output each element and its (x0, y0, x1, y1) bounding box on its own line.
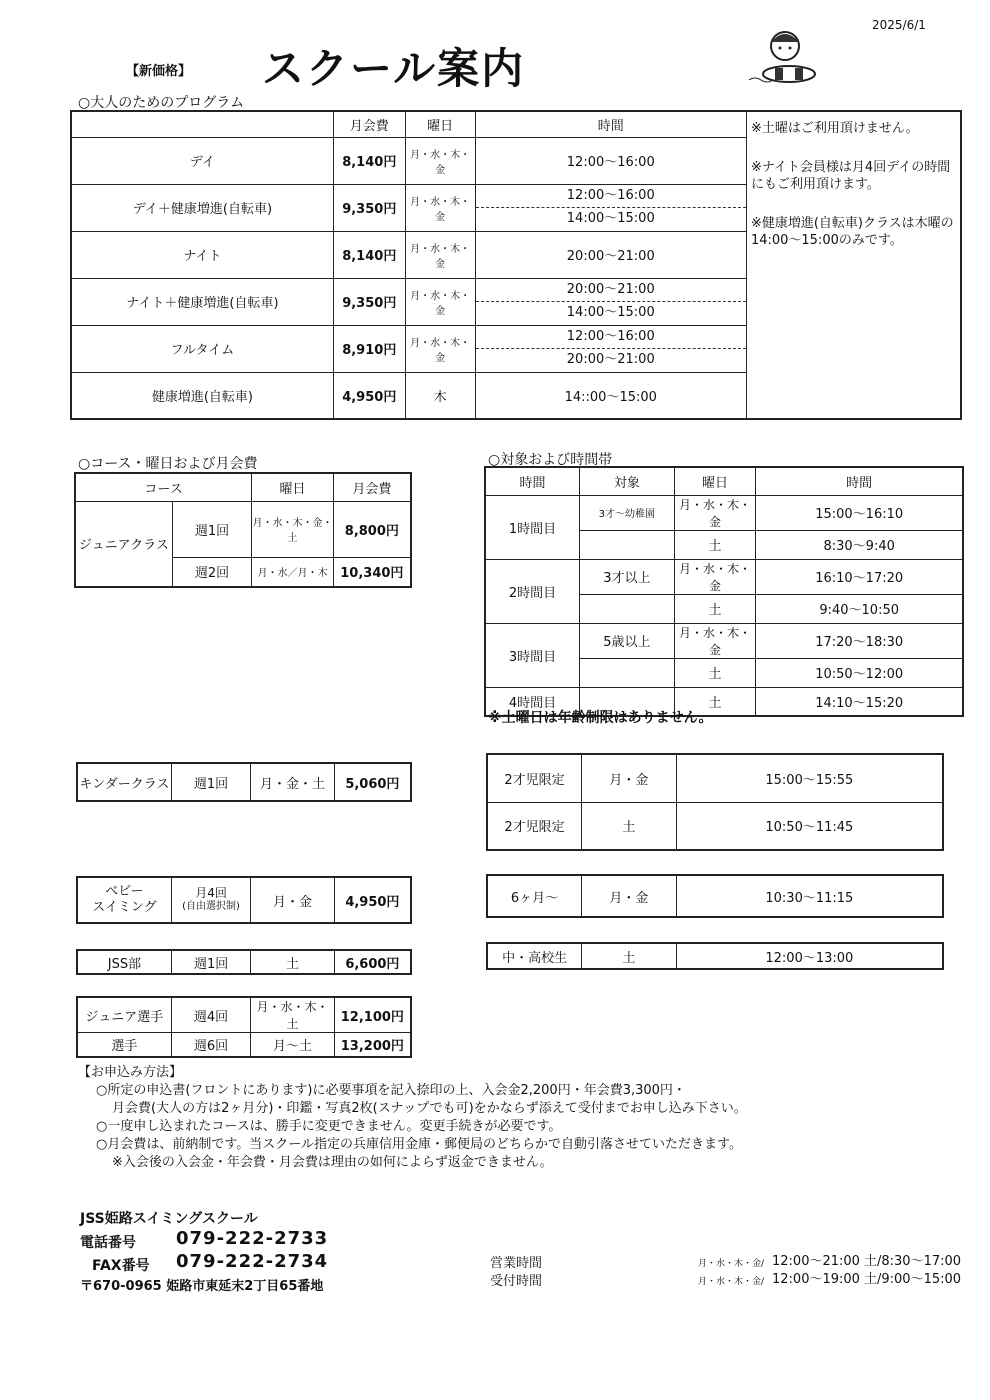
header-target: 対象 (580, 467, 675, 495)
course-fee: 8,800円 (333, 501, 411, 557)
target-days: 月・水・木・金 (674, 559, 756, 594)
table-row (75, 501, 411, 557)
athlete-days: 月～土 (251, 1033, 334, 1057)
saturday-age-note: ※土曜日は年齢制限はありません。 (488, 710, 713, 726)
header-days: 曜日 (674, 467, 756, 495)
program-fee: 8,140円 (333, 231, 405, 278)
date: 2025/6/1 (872, 18, 926, 32)
target-days: 土 (674, 658, 756, 687)
table-row (485, 559, 963, 594)
table-row (77, 763, 411, 801)
program-fee: 9,350円 (333, 184, 405, 231)
table-row (487, 802, 943, 850)
page-title: スクール案内 (262, 44, 526, 93)
kinder-freq: 週1回 (171, 763, 250, 801)
program-days: 月・水・木・金 (405, 325, 475, 372)
jss-time-name: 中・高校生 (487, 943, 582, 969)
baby-table (76, 876, 412, 924)
baby-days: 月・金 (251, 877, 335, 923)
price-tag: 【新価格】 (126, 64, 192, 79)
athlete-fee: 12,100円 (334, 997, 411, 1033)
jss-fee: 6,600円 (334, 950, 411, 974)
header-days: 曜日 (405, 111, 475, 137)
program-days: 月・水・木・金 (405, 231, 475, 278)
time-slot: 12:00～16:00 (566, 188, 655, 203)
target-days: 土 (674, 687, 756, 716)
athlete-fee: 13,200円 (334, 1033, 411, 1057)
header-fee: 月会費 (333, 111, 405, 137)
period-name: 2時間目 (485, 559, 580, 623)
course-name: ジュニアクラス (75, 501, 172, 587)
period-name: 3時間目 (485, 623, 580, 687)
toddler-time: 15:00～15:55 (676, 754, 943, 802)
toddler-name: 2才児限定 (487, 754, 582, 802)
jss-time-table (486, 942, 944, 970)
reception-saturday: 土/9:00～15:00 (864, 1272, 962, 1287)
table-row (487, 943, 943, 969)
kinder-days: 月・金・土 (251, 763, 335, 801)
tel-number: 079-222-2733 (176, 1228, 329, 1249)
header-fee: 月会費 (333, 473, 411, 501)
athlete-name: 選手 (77, 1033, 171, 1057)
toddler-table (486, 753, 944, 851)
table-row (485, 623, 963, 658)
target-time: 16:10～17:20 (756, 559, 963, 594)
table-row (487, 875, 943, 917)
target-days: 月・水・木・金 (674, 495, 756, 530)
application-line: ○一度申し込まれたコースは、勝手に変更できません。変更手続きが必要です。 (96, 1119, 562, 1134)
program-name: ナイト＋健康増進(自転車) (71, 278, 333, 325)
program-fee: 8,140円 (333, 137, 405, 184)
program-fee: 4,950円 (333, 372, 405, 419)
table-row (487, 754, 943, 802)
application-line: ※入会後の入会金・年会費・月会費は理由の如何によらず返金できません。 (112, 1155, 553, 1170)
junior-course-table (74, 472, 412, 588)
adult-program-table (70, 110, 962, 420)
target-time: 10:50～12:00 (756, 658, 963, 687)
application-section (78, 1064, 747, 1172)
target-heading: ○対象および時間帯 (488, 452, 613, 468)
course-days: 月・水／月・木 (252, 557, 333, 587)
target-age: 3才以上 (580, 559, 675, 594)
baby-time-time: 10:30～11:15 (676, 875, 943, 917)
note-bike: ※健康増進(自転車)クラスは木曜の14:00～15:00のみです。 (750, 216, 954, 248)
target-time-table (484, 466, 964, 717)
program-days: 月・水・木・金 (405, 278, 475, 325)
target-days: 土 (674, 530, 756, 559)
fax-label: FAX番号 (92, 1258, 150, 1274)
application-line: ○所定の申込書(フロントにあります)に必要事項を記入捺印の上、入会金2,200円・年会費3,300円・ (96, 1083, 686, 1098)
course-freq: 週2回 (172, 557, 251, 587)
address: 〒670-0965 姫路市東延末2丁目65番地 (80, 1279, 324, 1294)
kinder-table (76, 762, 412, 802)
jss-days: 土 (251, 950, 334, 974)
program-name: フルタイム (71, 325, 333, 372)
header-course: コース (75, 473, 252, 501)
header-time: 時間 (475, 111, 746, 137)
table-row (77, 877, 411, 923)
hours-days: 月・水・木・金/ (698, 1259, 765, 1269)
hours-weekday: 12:00～21:00 (772, 1254, 860, 1269)
target-age: 3才～幼稚園 (580, 495, 675, 530)
program-time (475, 325, 746, 372)
hours-saturday: 土/8:30～17:00 (864, 1254, 962, 1269)
reception-days: 月・水・木・金/ (698, 1277, 765, 1287)
program-time: 20:00～21:00 (475, 231, 746, 278)
table-row (485, 495, 963, 530)
kinder-name: キンダークラス (77, 763, 171, 801)
table-row (77, 1033, 411, 1057)
target-time: 9:40～10:50 (756, 594, 963, 623)
program-fee: 8,910円 (333, 325, 405, 372)
jss-table (76, 949, 412, 975)
time-slot: 12:00～16:00 (566, 329, 655, 344)
baby-time-days: 月・金 (582, 875, 677, 917)
table-row (77, 997, 411, 1033)
baby-freq-line: (自由選択制) (182, 901, 240, 912)
baby-fee: 4,950円 (334, 877, 411, 923)
fax-number: 079-222-2734 (176, 1251, 329, 1272)
program-time (475, 278, 746, 325)
time-slot: 20:00～21:00 (566, 282, 655, 297)
target-time: 8:30～9:40 (756, 530, 963, 559)
hours-label: 営業時間 (490, 1256, 543, 1271)
program-days: 月・水・木・金 (405, 137, 475, 184)
reception-weekday: 12:00～19:00 (772, 1272, 860, 1287)
period-name: 1時間目 (485, 495, 580, 559)
program-days: 月・水・木・金 (405, 184, 475, 231)
adult-heading: ○大人のためのプログラム (78, 95, 245, 111)
time-slot: 20:00～21:00 (476, 348, 746, 371)
athlete-table (76, 996, 412, 1058)
kinder-fee: 5,060円 (334, 763, 411, 801)
header-time: 時間 (756, 467, 963, 495)
baby-name (77, 877, 171, 923)
course-days: 月・水・木・金・土 (252, 501, 333, 557)
program-name: 健康増進(自転車) (71, 372, 333, 419)
adult-notes (746, 111, 961, 419)
application-line: 月会費(大人の方は2ヶ月分)・印鑑・写真2枚(スナップでも可)をかならず添えて受付までお申し込み下さい。 (112, 1101, 747, 1116)
program-name: デイ＋健康増進(自転車) (71, 184, 333, 231)
toddler-days: 月・金 (582, 754, 677, 802)
header-period: 時間 (485, 467, 580, 495)
baby-name-line: スイミング (92, 900, 157, 915)
jss-time-days: 土 (582, 943, 677, 969)
jss-name: JSS部 (77, 950, 171, 974)
baby-freq (171, 877, 250, 923)
header-days: 曜日 (252, 473, 333, 501)
toddler-days: 土 (582, 802, 677, 850)
program-days: 木 (405, 372, 475, 419)
program-time (475, 184, 746, 231)
tel-label: 電話番号 (80, 1235, 136, 1251)
jss-freq: 週1回 (171, 950, 250, 974)
program-time: 12:00～16:00 (475, 137, 746, 184)
course-fee: 10,340円 (333, 557, 411, 587)
target-time: 15:00～16:10 (756, 495, 963, 530)
target-time: 14:10～15:20 (756, 687, 963, 716)
toddler-name: 2才児限定 (487, 802, 582, 850)
athlete-days: 月・水・木・土 (251, 997, 334, 1033)
baby-name-line: ベビー (105, 884, 144, 899)
application-heading: 【お申込み方法】 (78, 1065, 183, 1080)
athlete-freq: 週4回 (171, 997, 250, 1033)
target-age: 5歳以上 (580, 623, 675, 658)
target-days: 土 (674, 594, 756, 623)
time-slot: 14:00～15:00 (476, 301, 746, 324)
target-days: 月・水・木・金 (674, 623, 756, 658)
school-name: JSS姫路スイミングスクール (80, 1211, 258, 1227)
course-heading: ○コース・曜日および月会費 (78, 456, 258, 472)
baby-time-name: 6ヶ月～ (487, 875, 582, 917)
reception-label: 受付時間 (490, 1274, 543, 1289)
toddler-time: 10:50～11:45 (676, 802, 943, 850)
course-freq: 週1回 (172, 501, 251, 557)
baby-freq-line: 月4回 (195, 886, 227, 900)
jss-time-time: 12:00～13:00 (676, 943, 943, 969)
program-name: デイ (71, 137, 333, 184)
application-line: ○月会費は、前納制です。当スクール指定の兵庫信用金庫・郵便局のどちらかで自動引落させていただきます。 (96, 1137, 743, 1152)
program-time: 14::00～15:00 (475, 372, 746, 419)
time-slot: 14:00～15:00 (476, 207, 746, 230)
baby-time-table (486, 874, 944, 918)
table-row (77, 950, 411, 974)
note-saturday: ※土曜はご利用頂けません。 (750, 121, 919, 136)
athlete-name: ジュニア選手 (77, 997, 171, 1033)
program-name: ナイト (71, 231, 333, 278)
note-night: ※ナイト会員様は月4回デイの時間にもご利用頂けます。 (750, 160, 951, 192)
program-fee: 9,350円 (333, 278, 405, 325)
swimmer-mascot-icon (745, 22, 835, 90)
athlete-freq: 週6回 (171, 1033, 250, 1057)
target-time: 17:20～18:30 (756, 623, 963, 658)
period-name: 4時間目 (485, 687, 580, 716)
